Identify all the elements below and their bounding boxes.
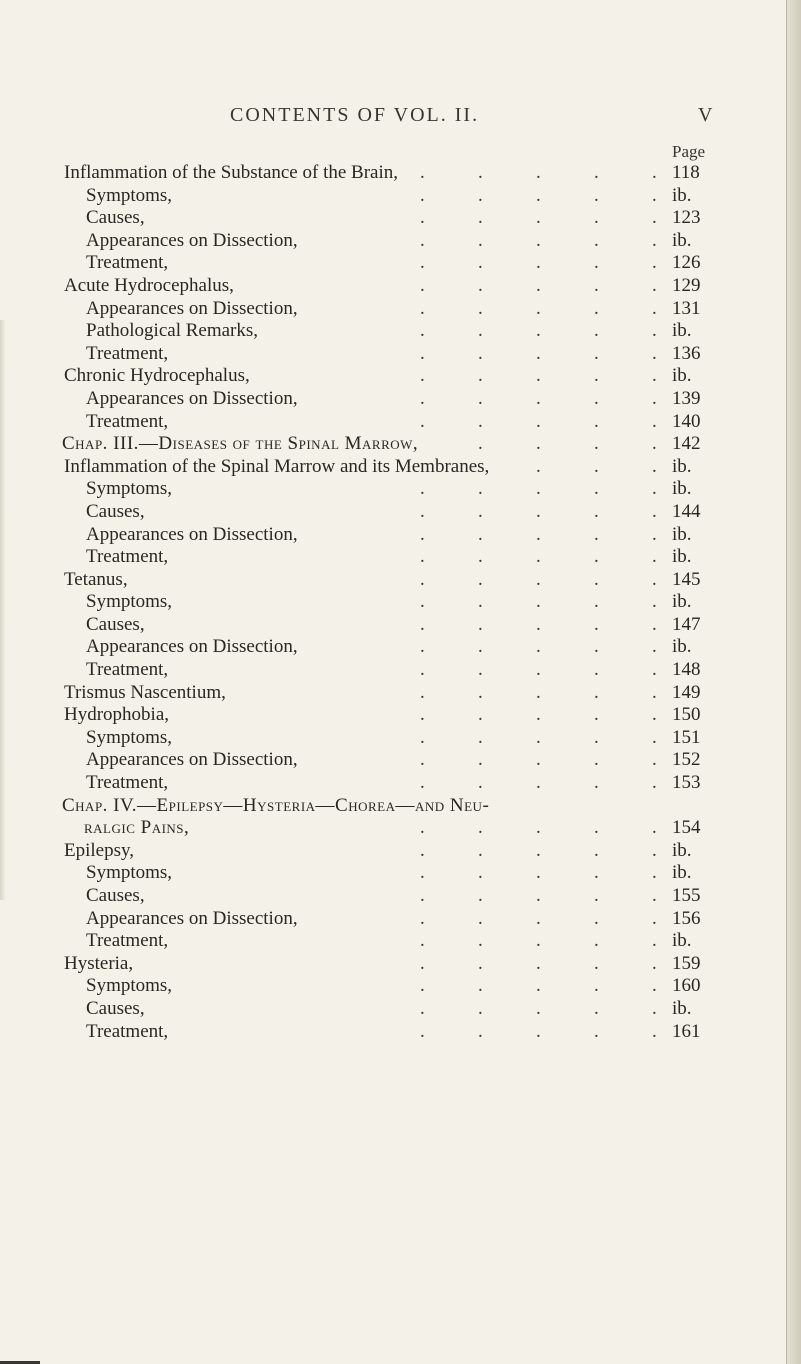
entry-title: Treatment,	[86, 410, 169, 432]
entry-page: 161	[672, 1020, 701, 1042]
entry-title: Chap. IV.—Epilepsy—Hysteria—Chorea—and Neu-	[62, 794, 490, 816]
entry-title: Hydrophobia,	[64, 704, 170, 726]
contents-entry: Appearances on Dissection, . . . . . 131	[0, 298, 801, 321]
entry-page: 153	[672, 772, 701, 794]
entry-title: Appearances on Dissection,	[86, 636, 298, 658]
entry-page: 129	[672, 274, 701, 296]
entry-page: ib.	[672, 997, 692, 1019]
entry-page: ib.	[672, 862, 692, 884]
contents-entry: Causes, . . . . . 144	[0, 501, 801, 524]
entry-page: ib.	[672, 229, 692, 251]
entry-title: Treatment,	[86, 342, 169, 364]
contents-entry: Acute Hydrocephalus, . . . . . 129	[0, 275, 801, 298]
entry-page: 142	[672, 433, 701, 455]
entry-page: 154	[672, 817, 701, 839]
entry-title: Acute Hydrocephalus,	[64, 274, 234, 296]
entry-title: Symptoms,	[86, 862, 173, 884]
contents-entry: Pathological Remarks, . . . . . ib.	[0, 320, 801, 343]
contents-entry: Treatment, . . . . . 161	[0, 1021, 801, 1044]
contents-entry: Symptoms, . . . . . 151	[0, 727, 801, 750]
entry-title: Appearances on Dissection,	[86, 297, 298, 319]
entry-page: ib.	[672, 523, 692, 545]
contents-entry: Treatment, . . . . . ib.	[0, 546, 801, 569]
entry-title: Symptoms,	[86, 726, 173, 748]
contents-entry: Symptoms, . . . . . 160	[0, 975, 801, 998]
entry-page: 118	[672, 162, 700, 183]
entry-title: Treatment,	[86, 772, 169, 794]
entry-page: ib.	[672, 930, 692, 952]
entry-page: 151	[672, 726, 701, 748]
entry-page: ib.	[672, 184, 692, 206]
entry-title: Appearances on Dissection,	[86, 907, 298, 929]
entry-page: 145	[672, 568, 701, 590]
contents-entry: Hysteria, . . . . . 159	[0, 953, 801, 976]
contents-entry: Treatment, . . . . . 153	[0, 772, 801, 795]
contents-entry: Symptoms, . . . . . ib.	[0, 862, 801, 885]
contents-entry: Causes, . . . . . 155	[0, 885, 801, 908]
entry-title: Tetanus,	[64, 568, 128, 590]
running-head	[0, 104, 801, 134]
entry-page: ib.	[672, 839, 692, 861]
contents-entry: Inflammation of the Substance of the Brain, . . . . . 118	[0, 162, 801, 185]
entry-title: Treatment,	[86, 659, 169, 681]
entry-title: Hysteria,	[64, 952, 134, 974]
entry-page: ib.	[672, 365, 692, 387]
entry-title: Inflammation of the Substance of the Brain,	[64, 162, 398, 183]
entry-title: Appearances on Dissection,	[86, 229, 298, 251]
entry-page: 156	[672, 907, 701, 929]
entry-page: 147	[672, 613, 701, 635]
contents-entry: Symptoms, . . . . . ib.	[0, 478, 801, 501]
contents-entry: Treatment, . . . . . 148	[0, 659, 801, 682]
entry-title: Trismus Nascentium,	[64, 681, 226, 703]
entry-title: Causes,	[86, 613, 145, 635]
contents-entry: Appearances on Dissection, . . . . . 139	[0, 388, 801, 411]
page-numeral: V	[698, 104, 713, 126]
entry-page: 149	[672, 681, 701, 703]
entry-page: 152	[672, 749, 701, 771]
entry-title: Pathological Remarks,	[86, 320, 259, 342]
entry-page: 139	[672, 387, 701, 409]
entry-page: 155	[672, 885, 701, 906]
contents-entry: Tetanus, . . . . . 145	[0, 569, 801, 592]
contents-entry: Causes, . . . . . 123	[0, 207, 801, 230]
contents-entry: Chap. III.—Diseases of the Spinal Marrow, . . . . 142	[0, 433, 801, 456]
entry-title: ralgic Pains,	[84, 817, 190, 839]
entry-title: Causes,	[86, 500, 145, 522]
contents-entry: Treatment, . . . . . 136	[0, 343, 801, 366]
entry-title: Symptoms,	[86, 478, 173, 500]
contents-entry: Appearances on Dissection, . . . . . 156	[0, 908, 801, 931]
contents-entry: Trismus Nascentium, . . . . . 149	[0, 682, 801, 705]
running-head-title: CONTENTS OF VOL. II.	[230, 104, 480, 126]
page-column-label: Page	[672, 142, 706, 161]
entry-page: ib.	[672, 455, 692, 477]
entry-page: 148	[672, 659, 701, 681]
entry-page: ib.	[672, 320, 692, 342]
entry-title: Appearances on Dissection,	[86, 387, 298, 409]
contents-entry: Appearances on Dissection, . . . . . ib.	[0, 524, 801, 547]
entry-title: Appearances on Dissection,	[86, 523, 298, 545]
entry-title: Chronic Hydrocephalus,	[64, 365, 250, 387]
entry-title: Causes,	[86, 885, 145, 906]
contents-entry: Treatment, . . . . . 126	[0, 252, 801, 275]
entry-title: Inflammation of the Spinal Marrow and its Membranes,	[64, 455, 490, 477]
entry-title: Causes,	[86, 207, 145, 229]
contents-entry: ralgic Pains, . . . . . 154	[0, 817, 801, 840]
entry-page: ib.	[672, 546, 692, 568]
entry-title: Treatment,	[86, 252, 169, 274]
contents-list	[0, 162, 801, 1043]
entry-page: 123	[672, 207, 701, 229]
entry-page: ib.	[672, 636, 692, 658]
contents-entry	[0, 795, 801, 818]
contents-entry: Chronic Hydrocephalus, . . . . . ib.	[0, 365, 801, 388]
contents-entry: Inflammation of the Spinal Marrow and its Membranes, . . . ib.	[0, 456, 801, 479]
contents-entry: Treatment, . . . . . 140	[0, 411, 801, 434]
contents-entry: Symptoms, . . . . . ib.	[0, 591, 801, 614]
contents-entry: Epilepsy, . . . . . ib.	[0, 840, 801, 863]
contents-entry: Hydrophobia, . . . . . 150	[0, 704, 801, 727]
contents-entry: Appearances on Dissection, . . . . . ib.	[0, 636, 801, 659]
entry-title: Epilepsy,	[64, 839, 135, 861]
entry-page: 144	[672, 500, 701, 522]
entry-page: 136	[672, 342, 701, 364]
contents-entry: Causes, . . . . . 147	[0, 614, 801, 637]
entry-title: Treatment,	[86, 930, 169, 952]
entry-title: Treatment,	[86, 1020, 169, 1042]
entry-page: 131	[672, 297, 701, 319]
entry-page: 150	[672, 704, 701, 726]
entry-page: 140	[672, 410, 701, 432]
entry-page: 126	[672, 252, 701, 274]
contents-entry: Causes, . . . . . ib.	[0, 998, 801, 1021]
contents-entry: Appearances on Dissection, . . . . . 152	[0, 749, 801, 772]
entry-page: 160	[672, 975, 701, 997]
entry-page: ib.	[672, 591, 692, 613]
entry-title: Treatment,	[86, 546, 169, 568]
contents-entry: Symptoms, . . . . . ib.	[0, 185, 801, 208]
entry-page: ib.	[672, 478, 692, 500]
contents-entry: Appearances on Dissection, . . . . . ib.	[0, 230, 801, 253]
entry-title: Symptoms,	[86, 184, 173, 206]
entry-title: Chap. III.—Diseases of the Spinal Marrow,	[62, 433, 419, 455]
corner-mark	[0, 1341, 40, 1364]
entry-title: Appearances on Dissection,	[86, 749, 298, 771]
entry-title: Causes,	[86, 997, 145, 1019]
contents-entry: Treatment, . . . . . ib.	[0, 930, 801, 953]
entry-title: Symptoms,	[86, 975, 173, 997]
entry-page: 159	[672, 952, 701, 974]
entry-title: Symptoms,	[86, 591, 173, 613]
